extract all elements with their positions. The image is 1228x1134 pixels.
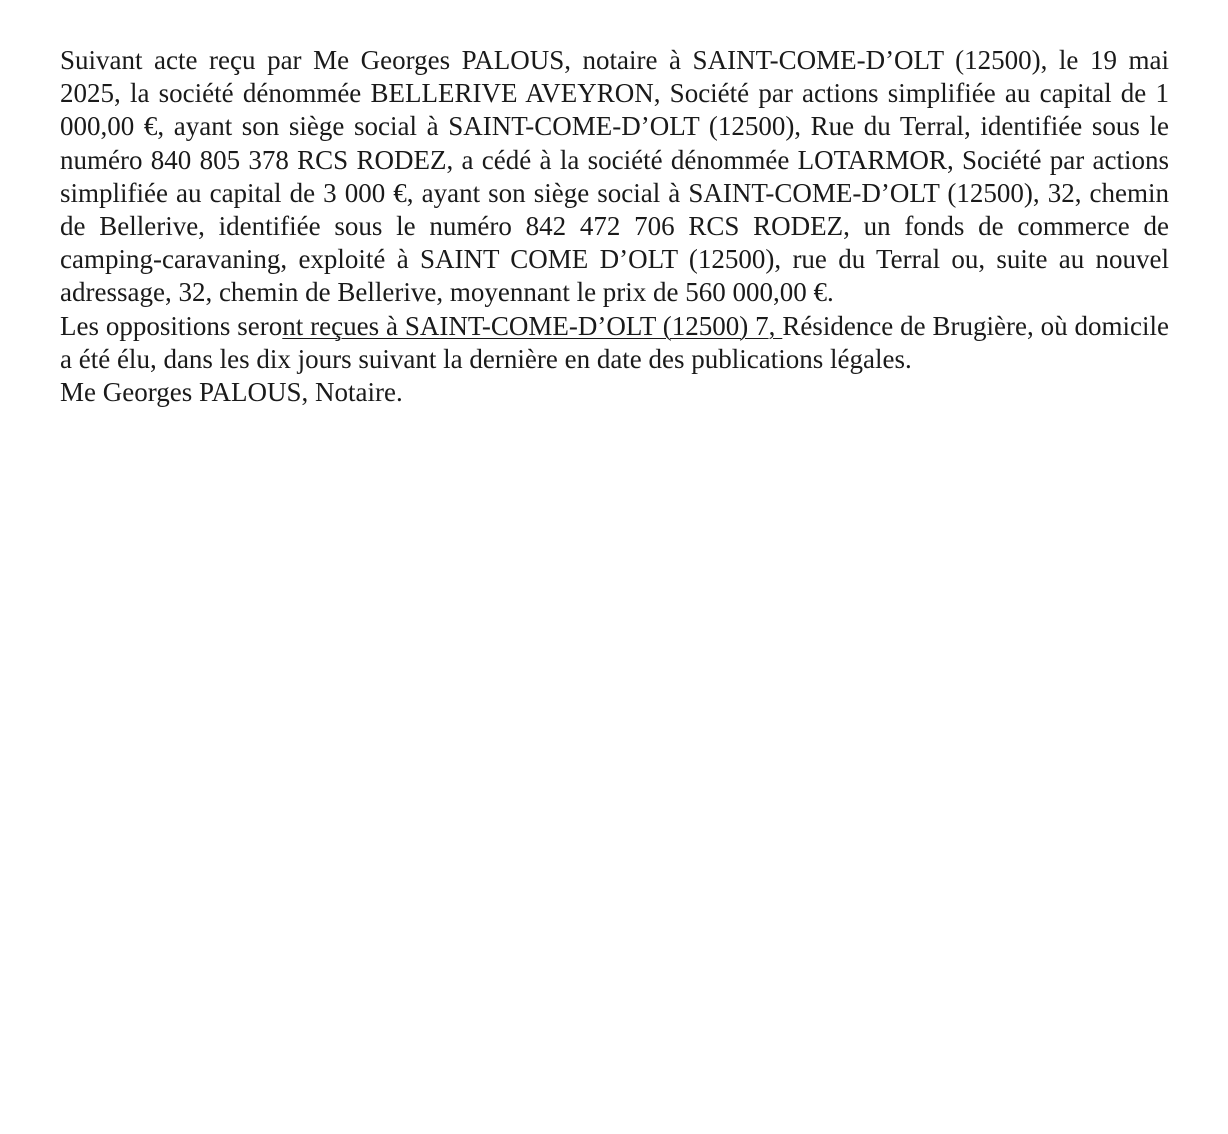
oppositions-text-start: Les oppositions sero bbox=[60, 310, 283, 341]
oppositions-address-underlined: nt reçues à SAINT-COME-D’OLT (12500) 7, bbox=[282, 310, 783, 341]
oppositions-text-end: Résidence de Brugière, où domicile a été élu, dans les dix jours suivant la dernière en date des publications légales. bbox=[60, 310, 1169, 374]
legal-notice bbox=[60, 44, 1169, 409]
notice-paragraph-oppositions bbox=[60, 310, 1169, 376]
notice-signature: Me Georges PALOUS, Notaire. bbox=[60, 377, 403, 408]
notice-paragraph-sale: Suivant acte reçu par Me Georges PALOUS, notaire à SAINT-COME-D’OLT (12500), le 19 mai 2025, la société dénommée BELLERIVE AVEYRON, Société par actions simplifiée au capital de 1 000,00 €, ayant son siège social à SAINT-COME-D’OLT (12500), Rue du Terral, identifiée sous le numéro 840 805 378 RCS RODEZ, a cédé à la société dénommée LOTARMOR, Société par actions simplifiée au capital de 3 000 €, ayant son siège social à SAINT-COME-D’OLT (12500), 32, chemin de Bellerive, identifiée sous le numéro 842 472 706 RCS RODEZ, un fonds de commerce de camping-caravaning, exploité à SAINT COME D’OLT (12500), rue du Terral ou, suite au nouvel adressage, 32, chemin de Bellerive, moyennant le prix de 560 000,00 €. bbox=[60, 45, 1169, 308]
